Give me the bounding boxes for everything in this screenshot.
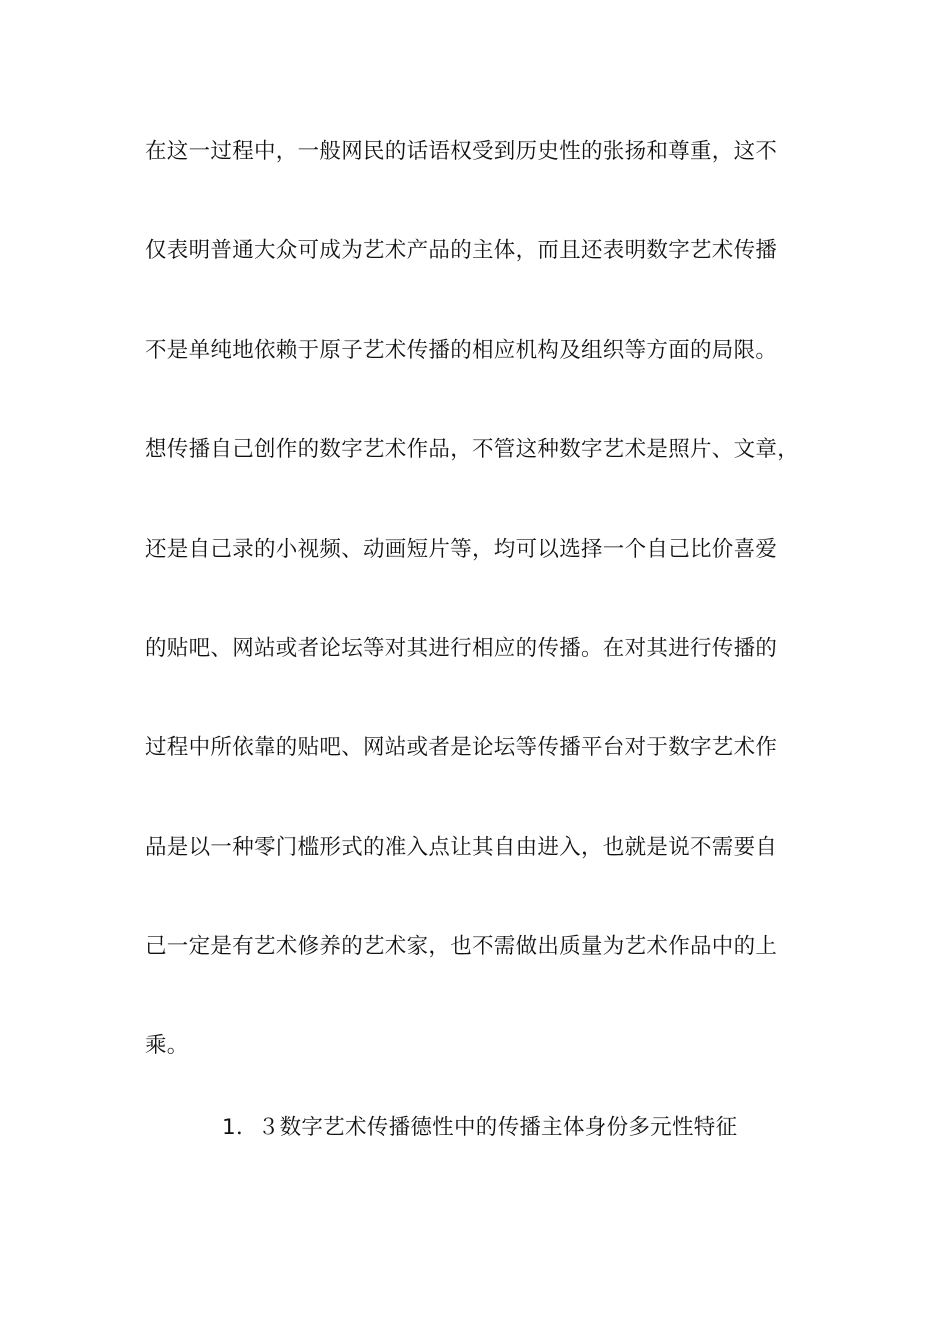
paragraph-line: 品是以一种零门槛形式的准入点让其自由进入，也就是说不需要自	[145, 835, 778, 860]
paragraph-line: 己一定是有艺术修养的艺术家，也不需做出质量为艺术作品中的上	[145, 934, 778, 959]
paragraph-line: 在这一过程中，一般网民的话语权受到历史性的张扬和尊重，这不	[145, 139, 778, 164]
paragraph-line: 的贴吧、网站或者论坛等对其进行相应的传播。在对其进行传播的	[145, 636, 778, 661]
paragraph-line: 想传播自己创作的数字艺术作品，不管这种数字艺术是照片、文章，	[145, 437, 800, 462]
paragraph-line: 不是单纯地依赖于原子艺术传播的相应机构及组织等方面的局限。	[145, 338, 778, 363]
paragraph-line: 过程中所依靠的贴吧、网站或者是论坛等传播平台对于数字艺术作	[145, 735, 778, 760]
paragraph-line: 还是自己录的小视频、动画短片等，均可以选择一个自己比价喜爱	[145, 537, 778, 562]
section-heading: 1．３数字艺术传播德性中的传播主体身份多元性特征	[222, 1115, 738, 1140]
paragraph-line: 乘。	[145, 1033, 189, 1058]
paragraph-line: 仅表明普通大众可成为艺术产品的主体，而且还表明数字艺术传播	[145, 238, 778, 263]
